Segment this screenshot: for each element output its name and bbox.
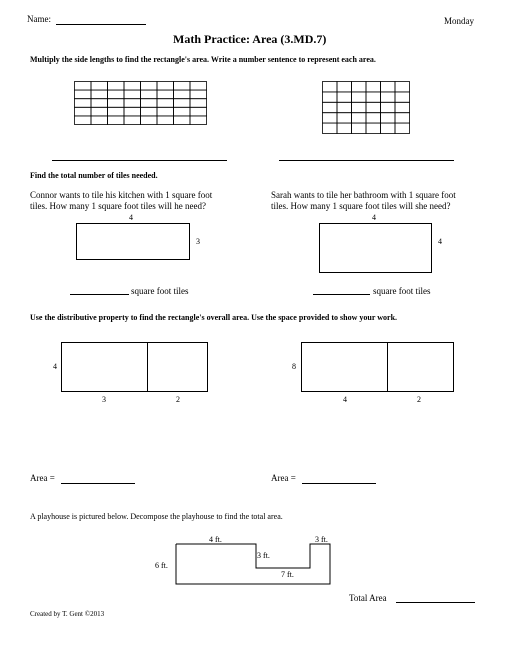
connor-answer-suffix: square foot tiles xyxy=(131,286,189,296)
distributive-right-bottom-b: 2 xyxy=(417,395,421,404)
sarah-rect-side-label: 4 xyxy=(438,237,442,246)
playhouse-label-top-right: 3 ft. xyxy=(315,535,328,544)
connor-rect-top-label: 4 xyxy=(129,213,133,222)
playhouse-label-top-left: 4 ft. xyxy=(209,535,222,544)
section2-heading: Find the total number of tiles needed. xyxy=(30,171,158,180)
sarah-problem-line1: Sarah wants to tile her bathroom with 1 square foot xyxy=(271,190,456,200)
connor-problem-line1: Connor wants to tile his kitchen with 1 square foot xyxy=(30,190,213,200)
sarah-problem-line2: tiles. How many 1 square foot tiles will she need? xyxy=(271,201,451,211)
distributive-right-bottom-a: 4 xyxy=(343,395,347,404)
section4-instruction: A playhouse is pictured below. Decompose the playhouse to find the total area. xyxy=(30,512,283,521)
area-label-right: Area = xyxy=(271,473,296,483)
total-area-label: Total Area xyxy=(349,593,387,603)
connor-problem-line2: tiles. How many 1 square foot tiles will he need? xyxy=(30,201,206,211)
footer-credit: Created by T. Gent ©2013 xyxy=(30,610,105,618)
page-title: Math Practice: Area (3.MD.7) xyxy=(173,32,327,46)
sarah-rect-top-label: 4 xyxy=(372,213,376,222)
connor-rect-side-label: 3 xyxy=(196,237,200,246)
distributive-left-side-label: 4 xyxy=(53,362,57,371)
playhouse-label-left: 6 ft. xyxy=(155,561,168,570)
distributive-left-bottom-b: 2 xyxy=(176,395,180,404)
day-label: Monday xyxy=(444,16,474,26)
playhouse-label-bottom: 7 ft. xyxy=(281,570,294,579)
section3-instruction: Use the distributive property to find the rectangle's overall area. Use the space provided to show your work. xyxy=(30,313,398,322)
section1-instruction: Multiply the side lengths to find the rectangle's area. Write a number sentence to represent each area. xyxy=(30,55,376,64)
distributive-right-side-label: 8 xyxy=(292,362,296,371)
area-label-left: Area = xyxy=(30,473,55,483)
distributive-left-bottom-a: 3 xyxy=(102,395,106,404)
name-label: Name: xyxy=(27,14,51,24)
total-area-answer-line[interactable] xyxy=(396,602,475,603)
sarah-answer-suffix: square foot tiles xyxy=(373,286,431,296)
playhouse-label-step: 3 ft. xyxy=(257,551,270,560)
